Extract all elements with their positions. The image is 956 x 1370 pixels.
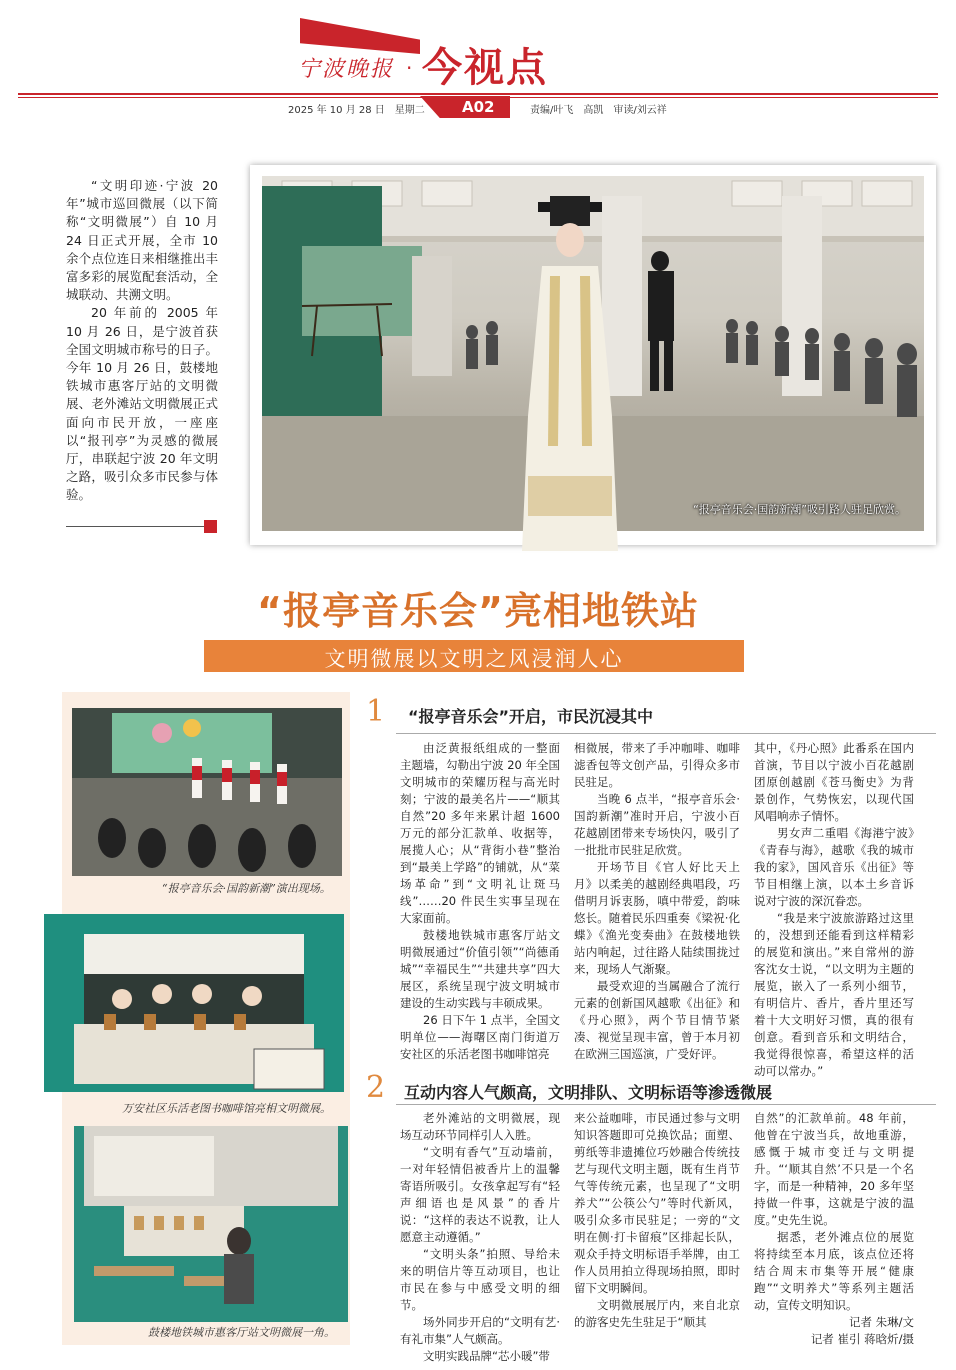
paragraph: 文明微展展厅内，来自北京的游客史先生驻足于“顺其	[574, 1298, 740, 1329]
intro-text	[66, 177, 218, 505]
paragraph: 最受欢迎的当属融合了流行元素的创新国风越歌《出征》和《丹心照》，两个节目情节紧凑、视觉呈现丰富，曾于本月初在欧洲三国巡演，广受好评。	[574, 979, 740, 1061]
cafe-photo	[44, 914, 344, 1092]
paragraph: 鼓楼地铁城市惠客厅站文明微展通过“价值引领”“尚德甬城”“幸福民生”“共建共享”四大展区，系统呈现宁波文明城市建设的生动实践与丰硕成果。	[400, 928, 560, 1010]
paragraph: “我是来宁波旅游路过这里的，没想到还能看到这样精彩的展览和演出。”来自常州的游客沈女士说，“以文明为主题的展览，嵌入了一系列小细节，有明信片、香片，香片里还写着十大文明好习惯，真的很有创意。看到音乐和文明结合，我觉得很惊喜，希望这样的活动可以常办。”	[754, 911, 914, 1078]
intro-paragraph: 20 年前的 2005 年 10 月 26 日，是宁波首获全国文明城市称号的日子。今年 10 月 26 日，鼓楼地铁城市惠客厅站的文明微展、老外滩站文明微展正式面向市民开放，一座座以“报刊亭”为灵感的微展厅，串联起宁波 20 年文明之路，吸引众多市民参与体验。	[66, 305, 218, 503]
paragraph: “文明有香气”互动墙前，一对年轻情侣被香片上的温馨寄语所吸引。女孩拿起写有“轻声细语也是风景”的香片说：“这样的表达不说教，让人愿意主动遵循。”	[400, 1145, 560, 1244]
concert-photo-illustration	[72, 708, 342, 876]
page-number: A02	[462, 98, 495, 116]
paragraph: 老外滩站的文明微展，现场互动环节同样引人入胜。	[400, 1111, 560, 1142]
masthead	[0, 0, 956, 120]
hero-caption: “报亭音乐会·国韵新潮”吸引路人驻足欣赏。	[693, 503, 906, 516]
section2-column-2	[574, 1110, 740, 1331]
section-number: 2	[366, 1070, 386, 1105]
paragraph: 由泛黄报纸组成的一整面主题墙，勾勒出宁波 20 年全国文明城市的荣耀历程与高光时刻；宁波的最美名片——“顺其自然”20 多年来累计超 1600 万元的部分汇款单、收据等，展揽人心；从“背街小巷”整治到“最美上学路”的铺就，从“菜场革命”到“文明礼让斑马线”……20 件民生实事呈现在大家面前。	[400, 741, 560, 925]
paragraph: 26 日下午 1 点半，全国文明单位——海曙区南门街道万安社区的乐活老图书咖啡馆亮	[400, 1013, 560, 1061]
brand-wedge	[300, 18, 420, 54]
paragraph: 自然”的汇款单前。48 年前，他曾在宁波当兵，故地重游，感慨于城市变迁与文明提升。“‘顺其自然’不只是一个名字，而是一种精神，20 多年坚持做一件事，这就是宁波的温度。”史先生说。	[754, 1111, 914, 1227]
paragraph: 相微展，带来了手冲咖啡、咖啡滤香包等文创产品，引得众多市民驻足。	[574, 741, 740, 789]
paragraph: 来公益咖啡，市民通过参与文明知识答题即可兑换饮品；面塑、剪纸等非遗摊位巧妙融合传统技艺与现代文明主题，既有生肖节气等传统元素，也呈现了“文明养犬”“公筷公勺”等时代新风，吸引众多市民驻足；一旁的“文明在侧·打卡留痕”区排起长队，观众手持文明标语手举牌，由工作人员用拍立得现场拍照，即时留下文明瞬间。	[574, 1111, 740, 1295]
photo-column	[62, 692, 350, 1345]
exhibit-photo	[74, 1126, 348, 1322]
section-rule	[396, 1104, 936, 1105]
paragraph: 文明实践品牌“芯小暖”带	[423, 1349, 550, 1363]
exhibit-photo-illustration	[74, 1126, 348, 1322]
intro-marker	[204, 520, 217, 533]
paragraph: 据悉，老外滩点位的展览将持续至本月底，该点位还将结合周末市集等开展“健康跑”“文明养犬”等系列主题活动，宣传文明知识。	[754, 1230, 914, 1312]
paragraph: 开场节目《官人好比天上月》以柔美的越剧经典唱段，巧借明月诉衷肠，嗔中带爱，韵味悠长。随着民乐四重奏《梁祝·化蝶》《渔光变奏曲》在鼓楼地铁站内响起，过往路人陆续围拢过来，现场人气渐聚。	[574, 860, 740, 976]
section1-column-1	[400, 740, 560, 1063]
intro-paragraph: “文明印迹·宁波 20 年”城市巡回微展（以下简称“文明微展”）自 10 月 24 日正式开展，全市 10 余个点位连日来相继推出丰富多彩的展览配套活动，全城联动、共溯文明。	[66, 178, 218, 303]
photo-caption: “报亭音乐会·国韵新潮”演出现场。	[162, 882, 331, 895]
paragraph: 当晚 6 点半，“报亭音乐会·国韵新潮”准时开启，宁波小百花越剧团带来专场快闪，吸引了一批批市民驻足欣赏。	[574, 792, 740, 857]
section2-column-1	[400, 1110, 560, 1365]
editor-credits: 责编/叶飞 高凯 审读/刘云祥	[530, 105, 667, 116]
photo-caption: 万安社区乐活老图书咖啡馆亮相文明微展。	[122, 1102, 331, 1115]
section-title: 互动内容人气颇高，文明排队、文明标语等渗透微展	[404, 1083, 773, 1102]
paragraph: 男女声二重唱《海港宁波》《青春与海》，越歌《我的城市我的家》，国风音乐《出征》等节目相继上演，以本土乡音诉说对宁波的深沉眷恋。	[754, 826, 914, 908]
paragraph: 其中，《丹心照》此番系在国内首演，节目以宁波小百花越剧团原创越剧《苍马衡史》为背景创作，气势恢宏，以现代国风唱响赤子情怀。	[754, 741, 914, 823]
article-subhead: 文明微展以文明之风浸润人心	[324, 647, 624, 671]
paragraph: “文明头条”拍照、导给未来的明信片等互动项目，也让市民在参与中感受文明的细节。	[400, 1247, 560, 1312]
section2-column-3	[754, 1110, 914, 1314]
cafe-photo-illustration	[44, 914, 344, 1092]
article-headline: “报亭音乐会”亮相地铁站	[257, 589, 699, 633]
photo-caption: 鼓楼地铁城市惠客厅站文明微展一角。	[148, 1326, 335, 1339]
opera-performer	[520, 196, 620, 551]
intro-rule	[66, 526, 206, 527]
section-title: “报亭音乐会”开启，市民沉浸其中	[408, 707, 654, 726]
paragraph: 场外同步开启的“文明有艺·有礼市集”人气颇高。	[400, 1315, 560, 1346]
byline-writer: 记者 朱琳/文	[848, 1315, 914, 1329]
section1-column-3	[754, 740, 914, 1080]
issue-date: 2025 年 10 月 28 日 星期二	[288, 105, 425, 116]
section1-column-2	[574, 740, 740, 1063]
byline-photographer: 记者 崔引 蒋晗炘/摄	[810, 1332, 914, 1346]
section-rule	[396, 733, 936, 734]
concert-photo	[72, 708, 342, 876]
section-number: 1	[366, 694, 386, 729]
header-rule	[18, 93, 938, 95]
logo-dot: ·	[406, 56, 413, 80]
section-title: 今视点	[422, 45, 548, 91]
newspaper-logo: 宁波晚报	[298, 57, 395, 82]
